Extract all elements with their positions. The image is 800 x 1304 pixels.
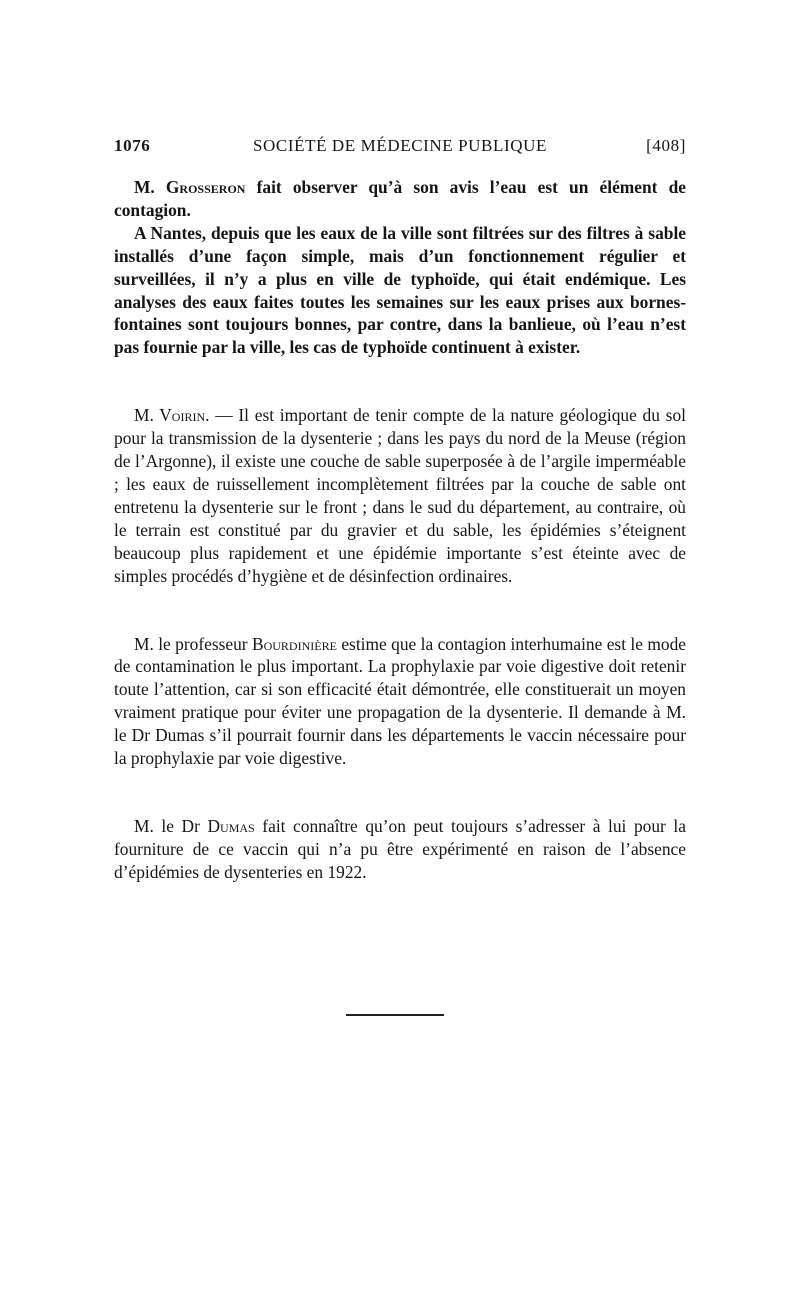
paragraph-text: fait observer qu’à son avis l’eau est un élément de contagion. [114, 177, 686, 220]
speaker-prefix: M. le professeur [134, 633, 252, 654]
paragraph-bourdiniere [114, 633, 686, 770]
section-end-rule [346, 1014, 444, 1016]
page-number: 1076 [114, 136, 151, 155]
running-header [114, 136, 686, 162]
speaker-prefix: M. le Dr [134, 815, 208, 836]
document-page [114, 136, 686, 884]
speaker-name: M. Voirin. [134, 405, 210, 426]
paragraph-grosseron [114, 176, 686, 222]
paragraph-nantes [114, 222, 686, 359]
paragraph-dumas [114, 815, 686, 884]
paragraph-voirin [114, 404, 686, 587]
page-reference: [408] [646, 136, 686, 155]
speaker-name: Bourdinière [252, 633, 337, 654]
paragraph-text: fait connaître qu’on peut toujours s’adresser à lui pour la fourniture de ce vaccin qui n’a pu être expérimenté en raison de l’absence d’épidémies de dysenteries en 1922. [114, 815, 686, 882]
speaker-name: Dumas [207, 815, 255, 836]
paragraph-text: A Nantes, depuis que les eaux de la ville sont filtrées sur des filtres à sable installés d’une façon simple, mais d’un fonctionnement régulier et surveillées, il n’y a plus en ville de typhoïde, qui était endémique. Les analyses des eaux faites toutes les semaines sur les eaux prises aux bornes-fontaines sont toujours bonnes, par contre, dans la banlieue, où l’eau n’est pas fournie par la ville, les cas de typhoïde continuent à exister. [114, 222, 686, 358]
running-title: SOCIÉTÉ DE MÉDECINE PUBLIQUE [253, 136, 547, 155]
speaker-name: M. Grosseron [134, 177, 246, 197]
paragraph-text: estime que la contagion interhumaine est le mode de contamination le plus important. La prophylaxie par voie digestive doit retenir toute l’attention, car si son efficacité était démontrée, elle constituerait un moyen vraiment pratique pour éviter une propagation de la dysenterie. Il demande à M. le Dr Dumas s’il pourrait fournir dans les départements le vaccin nécessaire pour la prophylaxie par voie digestive. [114, 633, 687, 769]
paragraph-text: — Il est important de tenir compte de la nature géologique du sol pour la transmission de la dysenterie ; dans les pays du nord de la Meuse (région de l’Argonne), il existe une couche de sable superposée à de l’argile imperméable ; les eaux de ruissellement incomplètement filtrées par la couche de sable ont entretenu la dysenterie sur le front ; dans le sud du département, au contraire, où le terrain est constitué par du gravier et du sable, les épidémies s’éteignent beaucoup plus rapidement et une épidémie importante s’est éteinte avec de simples procédés d’hygiène et de désinfection ordinaires. [114, 405, 686, 586]
